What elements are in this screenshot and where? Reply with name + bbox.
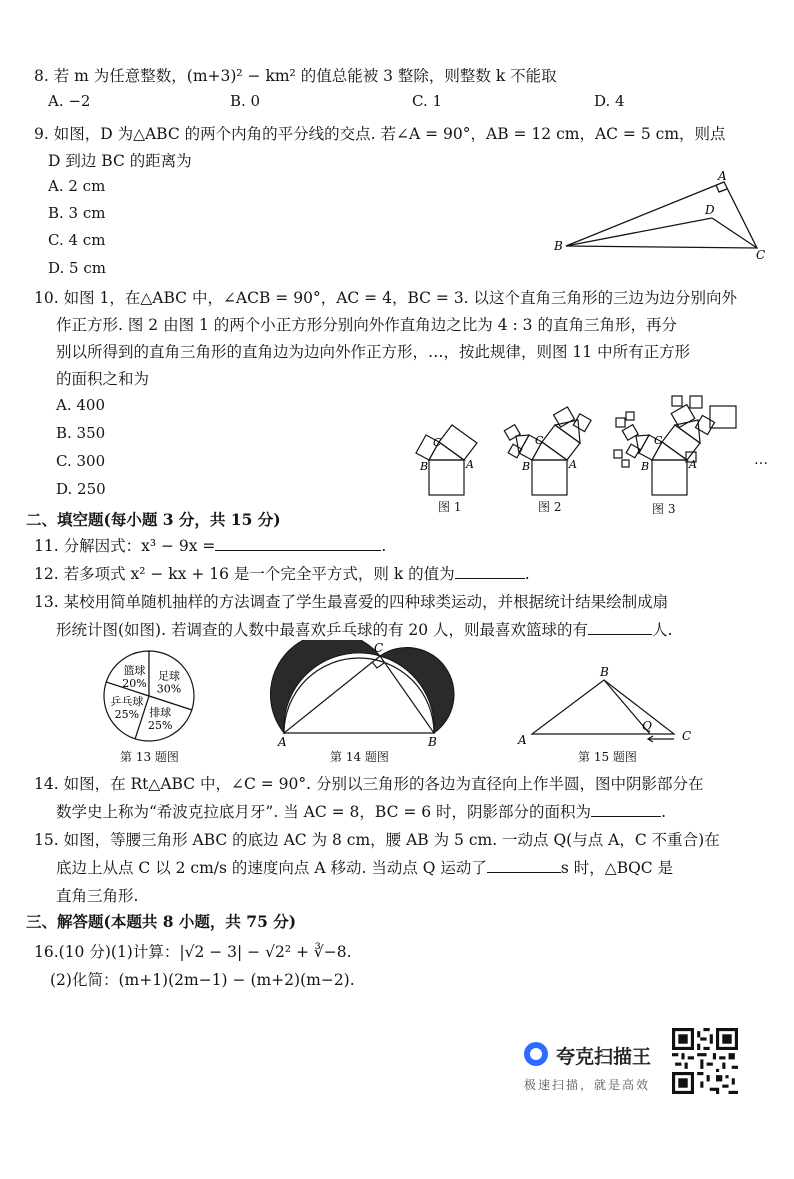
fig1-label-c: C	[433, 436, 442, 449]
q10-option-b: B. 350	[56, 424, 106, 442]
q11-answer-blank	[215, 536, 381, 551]
scanner-watermark	[524, 1028, 764, 1168]
q10-line1: 10. 如图 1，在△ABC 中，∠ACB = 90°，AC = 4，BC = 3. 以这个直角三角形的三边为边分别向外	[34, 289, 738, 307]
fig1-label-b: B	[420, 460, 429, 473]
q11-text: 11. 分解因式：x³ − 9x =	[34, 537, 216, 555]
q9-option-a: A. 2 cm	[48, 177, 106, 195]
q13-end: 人.	[652, 621, 673, 639]
pie-label-basketball-name: 篮球	[123, 664, 146, 677]
pie-label-pingpong-percent: 25%	[114, 708, 140, 722]
q9-option-b: B. 3 cm	[48, 204, 106, 222]
q9-triangle-figure	[552, 168, 772, 260]
q12-answer-blank	[455, 564, 525, 579]
q8-option-d: D. 4	[594, 92, 625, 110]
brand-name: 夸克扫描王	[556, 1046, 652, 1068]
q9-stem-line2: D 到边 BC 的距离为	[48, 152, 192, 170]
q15-line2-end: s 时，△BQC 是	[560, 859, 674, 877]
q14-answer-blank	[591, 802, 661, 817]
q14-end: .	[661, 803, 666, 821]
q15-caption: 第 15 题图	[578, 750, 637, 764]
q9-option-d: D. 5 cm	[48, 259, 106, 277]
q11	[34, 534, 386, 556]
q10-figure-3	[612, 394, 752, 496]
q13-answer-blank	[588, 620, 652, 635]
q10-option-c: C. 300	[56, 452, 106, 470]
q15-answer-blank	[487, 858, 561, 873]
pie-label-football-percent: 30%	[156, 682, 182, 696]
fig15-label-a: A	[518, 733, 527, 746]
q9-option-c: C. 4 cm	[48, 231, 106, 249]
q14-caption: 第 14 题图	[330, 750, 389, 764]
brand-logo-icon	[524, 1042, 548, 1066]
fig15-label-q: Q	[642, 719, 652, 733]
fig14-label-b: B	[428, 735, 437, 749]
q11-end: .	[381, 537, 387, 555]
q15-line2-text: 底边上从点 C 以 2 cm/s 的速度向点 A 移动. 当动点 Q 运动了	[56, 859, 487, 877]
q10-caption-3: 图 3	[652, 502, 676, 516]
q12	[34, 562, 530, 584]
q13-caption: 第 13 题图	[120, 750, 179, 764]
q10-line3: 别以所得到的直角三角形的直角边为边向外作正方形，…，按此规律，则图 11 中所有正方形	[56, 343, 691, 361]
q9-label-a: A	[718, 169, 727, 183]
fig3-label-c: C	[654, 434, 663, 447]
q8-option-b: B. 0	[230, 92, 261, 110]
q9-stem: 9. 如图，D 为△ABC 的两个内角的平分线的交点. 若∠A = 90°，AB = 12 cm，AC = 5 cm，则点	[34, 125, 726, 143]
qr-code-icon	[672, 1028, 738, 1094]
q15-line2	[56, 856, 673, 878]
q13-line2-text: 形统计图(如图). 若调查的人数中最喜欢乒乓球的有 20 人，则最喜欢篮球的有	[56, 621, 589, 639]
pie-label-pingpong-name: 乒乓球	[110, 695, 144, 709]
q10-caption-1: 图 1	[438, 500, 462, 514]
q10-option-a: A. 400	[56, 396, 105, 414]
q13-pie-chart	[94, 646, 204, 746]
q10-ellipsis: …	[754, 452, 768, 468]
fig15-label-c: C	[682, 729, 692, 743]
q15-line1: 15. 如图，等腰三角形 ABC 的底边 AC 为 8 cm，腰 AB 为 5 cm. 一动点 Q(与点 A，C 不重合)在	[34, 831, 720, 849]
q16-line2: (2)化简：(m+1)(2m−1) − (m+2)(m−2).	[50, 971, 355, 989]
q10-figure-2	[500, 398, 600, 496]
fig2-label-a: A	[569, 458, 577, 471]
fig15-label-b: B	[600, 665, 609, 679]
fig14-label-c: C	[374, 641, 384, 655]
q14-line2-text: 数学史上称为“希波克拉底月牙”. 当 AC = 8，BC = 6 时，阴影部分的面积为	[56, 803, 592, 821]
section-2-heading: 二、填空题(每小题 3 分，共 15 分)	[26, 510, 281, 529]
q14-line1: 14. 如图，在 Rt△ABC 中，∠C = 90°. 分别以三角形的各边为直径向上作半圆，图中阴影部分在	[34, 775, 704, 793]
q8-stem: 8. 若 m 为任意整数，(m+3)² − km² 的值总能被 3 整除，则整数 k 不能取	[34, 67, 557, 85]
fig2-label-c: C	[535, 434, 544, 447]
q13-line2	[56, 618, 672, 640]
pie-label-volleyball-name: 排球	[149, 706, 172, 720]
q8-option-a: A. −2	[48, 92, 91, 110]
q14-line2	[56, 800, 666, 822]
q10-line2: 作正方形. 图 2 由图 1 的两个小正方形分别向外作直角边之比为 4 : 3 的直角三角形，再分	[56, 316, 677, 334]
fig3-label-b: B	[641, 460, 650, 473]
fig1-label-a: A	[466, 458, 474, 471]
q10-option-d: D. 250	[56, 480, 106, 498]
q9-label-d: D	[705, 203, 715, 217]
q8-option-c: C. 1	[412, 92, 443, 110]
q9-label-c: C	[756, 248, 766, 260]
q10-figure-1	[412, 408, 492, 496]
q15-triangle-figure	[514, 664, 704, 746]
brand-slogan: 极速扫描，就是高效	[524, 1078, 651, 1092]
q12-end: .	[524, 565, 530, 583]
q16-line1: 16.(10 分)(1)计算：|√2 − 3| − √2² + ∛−8.	[34, 943, 352, 961]
pie-label-basketball-percent: 20%	[122, 677, 147, 690]
q9-label-b: B	[554, 239, 563, 253]
q13-line1: 13. 某校用简单随机抽样的方法调查了学生最喜爱的四种球类运动，并根据统计结果绘制成扇	[34, 593, 669, 611]
fig3-label-a: A	[689, 458, 697, 471]
fig14-label-a: A	[278, 735, 287, 749]
q14-lune-figure	[270, 640, 460, 750]
section-3-heading: 三、解答题(本题共 8 小题，共 75 分)	[26, 912, 297, 931]
q10-line4: 的面积之和为	[56, 370, 150, 388]
q12-text: 12. 若多项式 x² − kx + 16 是一个完全平方式，则 k 的值为	[34, 565, 455, 583]
q15-line3: 直角三角形.	[56, 887, 139, 905]
pie-label-volleyball-percent: 25%	[147, 719, 173, 733]
pie-label-football-name: 足球	[158, 669, 180, 683]
fig2-label-b: B	[522, 460, 531, 473]
q10-caption-2: 图 2	[538, 500, 562, 514]
